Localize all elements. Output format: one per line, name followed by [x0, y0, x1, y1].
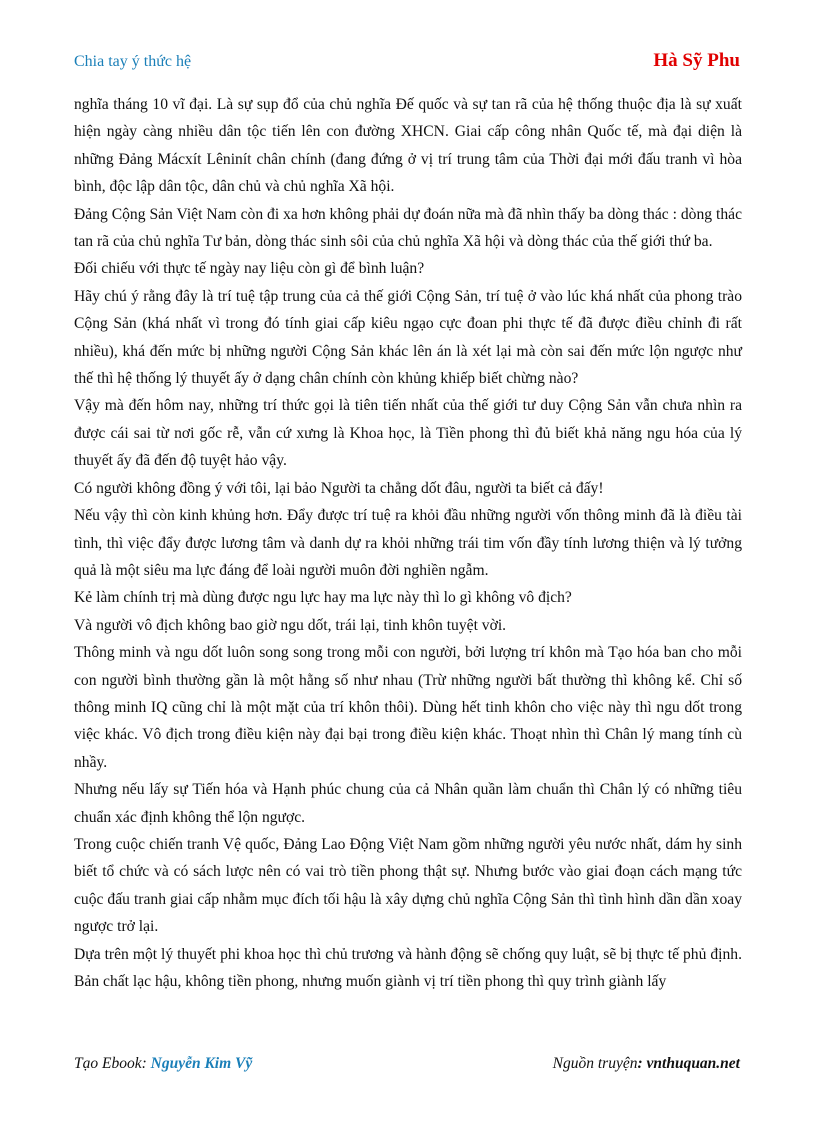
- ebook-creator: [74, 1055, 252, 1073]
- page-header: [74, 50, 740, 76]
- paragraph: Thông minh và ngu dốt luôn song song trong mỗi con người, bởi lượng trí khôn mà Tạo hóa ban cho mỗi con người bình thường gần là một hằng số như nhau (Trừ những người bất thường thì không kể. Chỉ số thông minh IQ cũng chỉ là một mặt của trí khôn thôi). Dùng hết tinh khôn cho việc này thì ngu dốt trong việc khác. Vô địch trong điều kiện này đại bại trong điều kiện khác. Thoạt nhìn thì Chân lý mang tính cù nhầy.: [74, 644, 742, 771]
- source-label: Nguồn truyện: [552, 1055, 638, 1072]
- book-title: Chia tay ý thức hệ: [74, 53, 192, 70]
- creator-name: Nguyễn Kim Vỹ: [150, 1055, 253, 1072]
- paragraph: Nếu vậy thì còn kinh khủng hơn. Đẩy được trí tuệ ra khỏi đầu những người vốn thông minh đã là điều tài tình, thì việc đẩy được lương tâm và danh dự ra khỏi những trái tim vốn đầy tính lương thiện và lý tưởng quả là một siêu ma lực đáng để loài người muôn đời nghiền ngẫm.: [74, 507, 742, 579]
- story-source: [553, 1055, 740, 1073]
- paragraph: Dựa trên một lý thuyết phi khoa học thì chủ trương và hành động sẽ chống quy luật, sẽ bị thực tế phủ định. Bản chất lạc hậu, không tiền phong, nhưng muốn giành vị trí tiền phong thì quy trình giành lấy: [74, 945, 742, 990]
- page-footer: [74, 1055, 740, 1077]
- source-name: vnthuquan.net: [646, 1055, 740, 1072]
- paragraph: Kẻ làm chính trị mà dùng được ngu lực hay ma lực này thì lo gì không vô địch?: [74, 589, 572, 607]
- paragraph: Và người vô địch không bao giờ ngu dốt, trái lại, tinh khôn tuyệt vời.: [74, 616, 507, 634]
- author-name: Hà Sỹ Phu: [653, 50, 740, 71]
- paragraph: Nhưng nếu lấy sự Tiến hóa và Hạnh phúc chung của cả Nhân quần làm chuẩn thì Chân lý có những tiêu chuẩn xác định không thể lộn ngược.: [74, 781, 742, 826]
- paragraph: Vậy mà đến hôm nay, những trí thức gọi là tiên tiến nhất của thế giới tư duy Cộng Sản vẫn chưa nhìn ra được cái sai từ nơi gốc rễ, vẫn cứ xưng là Khoa học, là Tiền phong thì đủ biết khả năng ngu hóa của lý thuyết ấy đã đến độ tuyệt hảo vậy.: [74, 397, 742, 470]
- paragraph: Hãy chú ý rằng đây là trí tuệ tập trung của cả thế giới Cộng Sản, trí tuệ ở vào lúc khá nhất của phong trào Cộng Sản (khá nhất vì trong đó tính giai cấp kiêu ngạo cực đoan phi thực tế đã được điều chỉnh đi rất nhiều), khá đến mức bị những người Cộng Sản khác lên án là xét lại mà còn sai đến mức lộn ngược như thế thì hệ thống lý thuyết ấy ở dạng chân chính còn khủng khiếp biết chừng nào?: [74, 287, 742, 388]
- paragraph: Trong cuộc chiến tranh Vệ quốc, Đảng Lao Động Việt Nam gồm những người yêu nước nhất, dám hy sinh biết tổ chức và có sách lược nên có vai trò tiền phong thật sự. Nhưng bước vào giai đoạn cách mạng tức cuộc đấu tranh giai cấp nhằm mục đích tối hậu là xây dựng chủ nghĩa Cộng Sản thì tình hình dần dần xoay ngược trở lại.: [74, 835, 742, 936]
- creator-separator: :: [141, 1055, 151, 1072]
- document-body: [74, 91, 742, 995]
- creator-label: Tạo Ebook: [74, 1055, 142, 1072]
- paragraph: Đối chiếu với thực tế ngày nay liệu còn gì để bình luận?: [74, 260, 425, 278]
- paragraph: Có người không đồng ý với tôi, lại bảo Người ta chẳng dốt đâu, người ta biết cả đấy!: [74, 479, 604, 497]
- paragraph: Đảng Cộng Sản Việt Nam còn đi xa hơn không phải dự đoán nữa mà đã nhìn thấy ba dòng thác : dòng thác tan rã của chủ nghĩa Tư bản, dòng thác sinh sôi của chủ nghĩa Xã hội và dòng thác của thế giới thứ ba.: [74, 205, 742, 251]
- paragraph: nghĩa tháng 10 vĩ đại. Là sự sụp đổ của chủ nghĩa Đế quốc và sự tan rã của hệ thống thuộc địa là sự xuất hiện ngày càng nhiều dân tộc tiến lên con đường XHCN. Giai cấp công nhân Quốc tế, mà đại diện là những Đảng Mácxít Lêninít chân chính (đang đứng ở vị trí trung tâm của Thời đại mới đấu tranh vì hòa bình, độc lập dân tộc, dân chủ và chủ nghĩa Xã hội.: [74, 96, 742, 196]
- source-separator: :: [637, 1055, 647, 1072]
